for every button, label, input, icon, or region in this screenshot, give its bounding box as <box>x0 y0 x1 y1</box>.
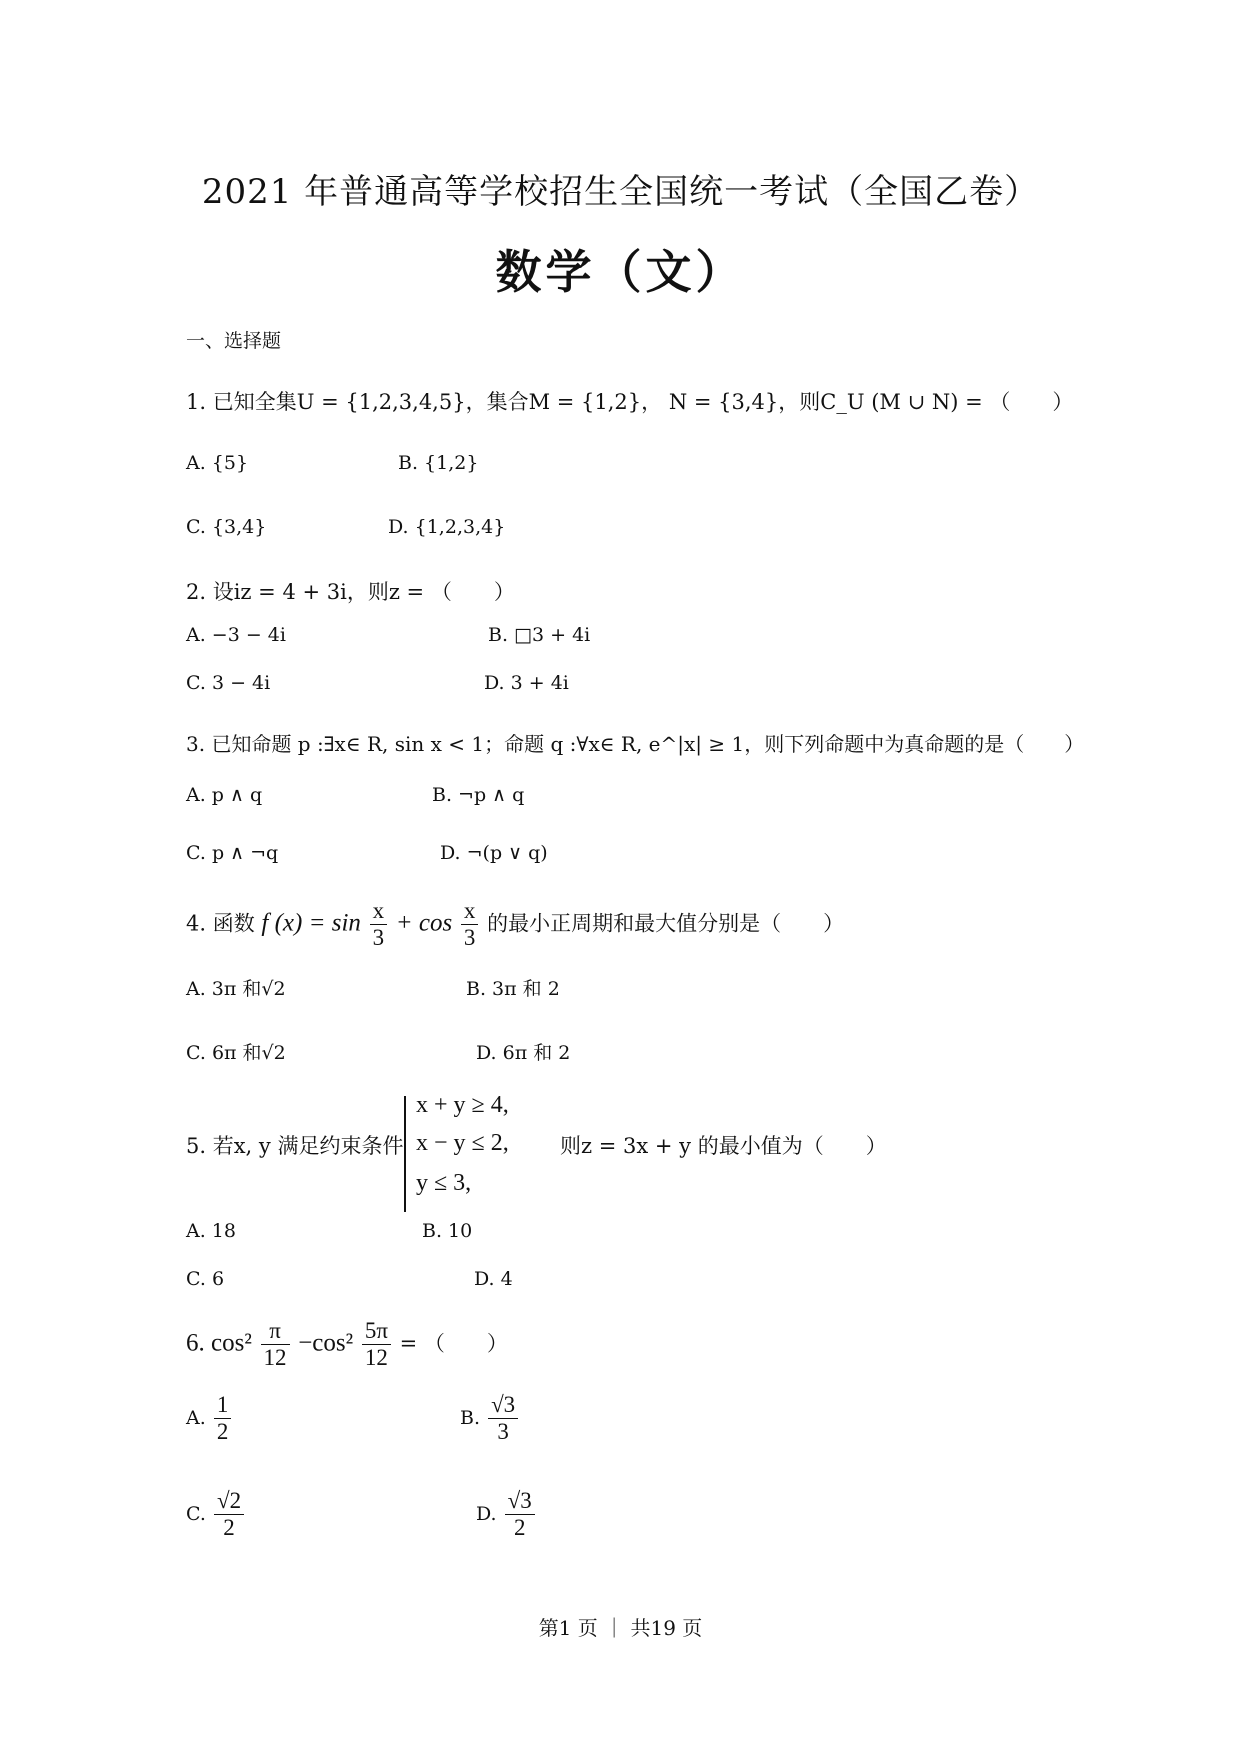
question-5-option-d: D. 4 <box>474 1268 513 1290</box>
option-fraction <box>214 1488 244 1542</box>
section-heading: 一、选择题 <box>186 330 282 352</box>
question-4-fraction-2 <box>461 898 479 952</box>
question-1-option-d: D. {1,2,3,4} <box>388 516 506 538</box>
question-6-option-c <box>186 1488 246 1542</box>
constraint-3: y ≤ 3, <box>416 1170 472 1196</box>
question-3-option-b: B. ¬p ∧ q <box>432 784 525 806</box>
fraction-denominator: 12 <box>364 1345 388 1371</box>
question-3-stem: 3. 已知命题 p :∃x∈ R, sin x < 1；命题 q :∀x∈ R, e^|x| ≥ 1，则下列命题中为真命题的是（ ） <box>186 732 1085 756</box>
question-3-option-a: A. p ∧ q <box>186 784 263 806</box>
question-5-prefix: 5. 若x, y 满足约束条件 <box>186 1134 404 1158</box>
question-6-middle: −cos² <box>298 1329 354 1357</box>
question-1-option-a: A. {5} <box>186 452 249 474</box>
option-letter: D. <box>476 1502 497 1525</box>
question-6-fraction-2 <box>362 1318 391 1372</box>
question-3-option-d: D. ¬(p ∨ q) <box>440 842 548 864</box>
fraction-numerator: x <box>461 898 479 925</box>
question-2-option-d: D. 3 + 4i <box>484 672 569 694</box>
question-4-suffix: 的最小正周期和最大值分别是（ ） <box>487 911 845 936</box>
fraction-denominator: 3 <box>497 1419 509 1445</box>
question-5-suffix: 则z = 3x + y 的最小值为（ ） <box>560 1134 887 1158</box>
system-brace <box>404 1096 406 1212</box>
question-6-option-d <box>476 1488 537 1542</box>
question-5-option-b: B. 10 <box>422 1220 473 1242</box>
exam-subject: 数学（文） <box>495 245 746 299</box>
question-1-option-c: C. {3,4} <box>186 516 267 538</box>
fraction-denominator: 3 <box>372 925 385 951</box>
question-3-option-c: C. p ∧ ¬q <box>186 842 279 864</box>
question-6-suffix: = （ ） <box>399 1331 508 1356</box>
question-2-option-b: B. □3 + 4i <box>488 624 591 646</box>
question-6-option-a <box>186 1392 233 1446</box>
option-fraction <box>488 1392 518 1446</box>
question-2-option-a: A. −3 − 4i <box>186 624 286 646</box>
question-4-stem <box>186 898 844 952</box>
question-5-option-a: A. 18 <box>186 1220 236 1242</box>
question-1-stem: 1. 已知全集U = {1,2,3,4,5}，集合M = {1,2}， N = {3,4}，则C_U (M ∪ N) = （ ） <box>186 390 1074 414</box>
option-letter: C. <box>186 1502 206 1525</box>
fraction-denominator: 2 <box>216 1419 229 1445</box>
question-4-option-b: B. 3π 和 2 <box>466 978 560 1000</box>
question-6-stem <box>186 1318 508 1372</box>
question-4-plus-cos: + cos <box>395 909 453 937</box>
fraction-numerator: √3 <box>505 1488 535 1515</box>
fraction-denominator: 3 <box>463 925 476 951</box>
question-4-option-a: A. 3π 和√2 <box>186 978 286 1000</box>
question-2-stem: 2. 设iz = 4 + 3i，则z = （ ） <box>186 580 515 604</box>
fraction-denominator: 12 <box>263 1345 287 1371</box>
option-fraction <box>505 1488 535 1542</box>
fraction-numerator: √2 <box>214 1488 244 1515</box>
question-6-prefix: 6. cos² <box>186 1329 252 1357</box>
constraint-1: x + y ≥ 4, <box>416 1092 509 1118</box>
fraction-denominator: 2 <box>513 1515 526 1541</box>
question-4-option-c: C. 6π 和√2 <box>186 1042 286 1064</box>
fraction-numerator: 5π <box>362 1318 391 1345</box>
question-4-function: f (x) = sin <box>261 909 361 937</box>
fraction-numerator: 1 <box>214 1392 232 1419</box>
question-1-option-b: B. {1,2} <box>398 452 479 474</box>
fraction-numerator: π <box>261 1318 290 1345</box>
fraction-numerator: x <box>370 898 388 925</box>
question-2-option-c: C. 3 − 4i <box>186 672 271 694</box>
question-4-prefix: 4. 函数 <box>186 911 255 936</box>
fraction-denominator: 2 <box>223 1515 235 1541</box>
page-footer: 第1 页 ｜ 共19 页 <box>538 1616 703 1640</box>
constraint-2: x − y ≤ 2, <box>416 1130 509 1156</box>
question-4-fraction-1 <box>370 898 388 952</box>
question-6-option-b <box>460 1392 520 1446</box>
option-letter: A. <box>186 1406 206 1429</box>
exam-title: 2021 年普通高等学校招生全国统一考试（全国乙卷） <box>201 172 1040 212</box>
option-letter: B. <box>460 1406 481 1429</box>
question-5-option-c: C. 6 <box>186 1268 225 1290</box>
fraction-numerator: √3 <box>488 1392 518 1419</box>
question-4-option-d: D. 6π 和 2 <box>476 1042 571 1064</box>
option-fraction <box>214 1392 232 1446</box>
question-6-fraction-1 <box>261 1318 290 1372</box>
